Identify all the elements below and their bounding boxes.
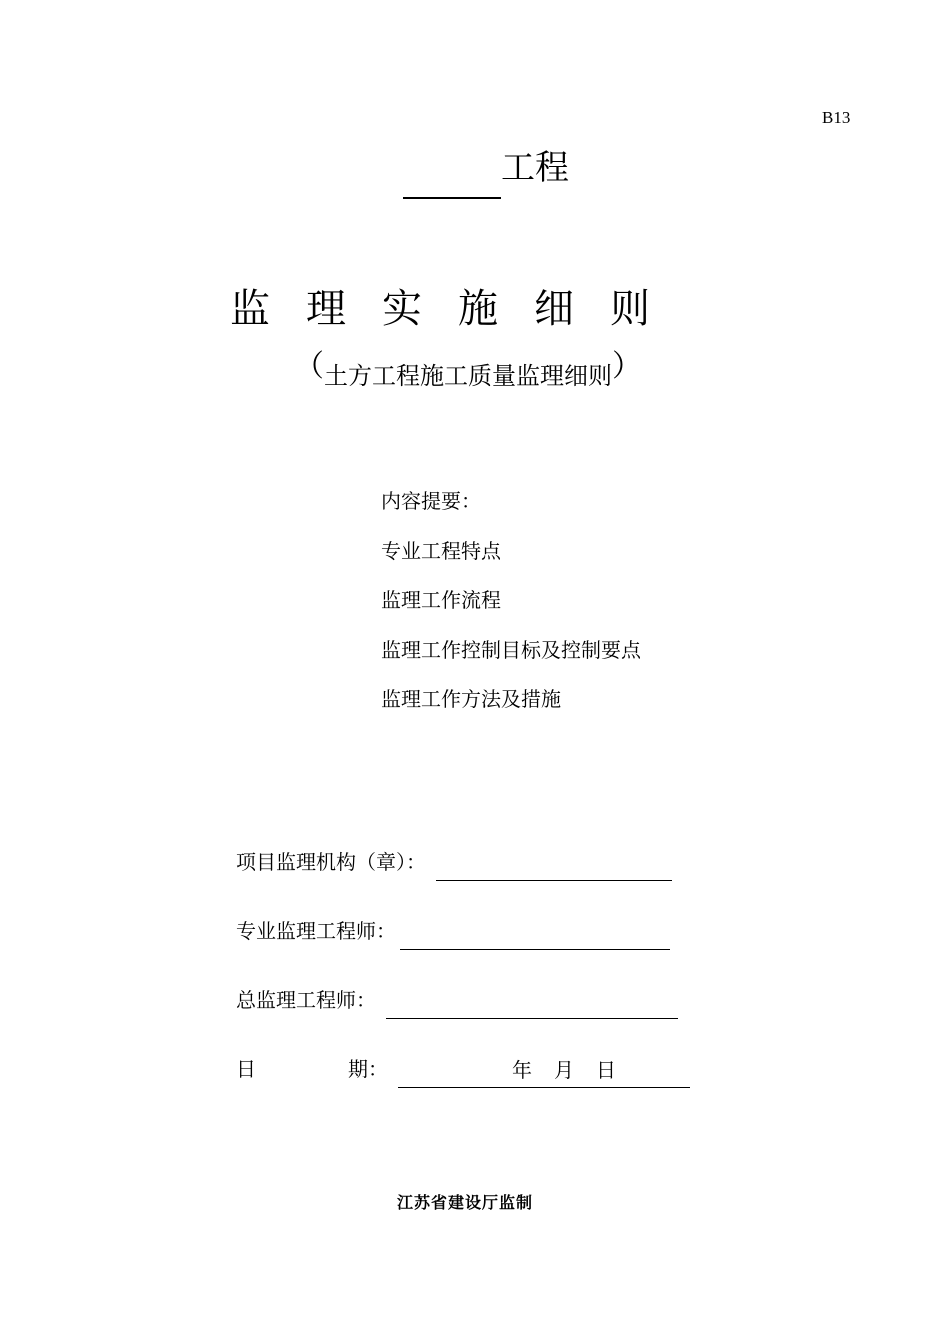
date-label-period-char: 期：	[348, 1057, 388, 1081]
specialist-signature-field[interactable]	[400, 948, 670, 950]
summary-item: 专业工程特点	[381, 538, 501, 563]
summary-item: 监理工作方法及措施	[381, 687, 561, 711]
subtitle-open-paren: （	[294, 349, 324, 384]
date-parts	[512, 1054, 638, 1083]
subtitle	[294, 349, 642, 393]
signature-row-specialist	[236, 915, 670, 944]
org-label: 项目监理机构（章）：	[236, 850, 426, 874]
summary-heading: 内容提要：	[381, 489, 481, 513]
main-title: 监理实施细则	[230, 286, 686, 332]
signature-row-org	[236, 846, 672, 875]
specialist-label: 专业监理工程师：	[236, 919, 396, 943]
chief-signature-field[interactable]	[386, 1017, 678, 1019]
date-field[interactable]	[398, 1058, 690, 1088]
document-code: B13	[822, 108, 851, 127]
date-label-day-char: 日	[236, 1057, 256, 1081]
month-label: 月	[554, 1058, 574, 1082]
subtitle-close-paren: ）	[612, 349, 642, 384]
day-label: 日	[596, 1058, 616, 1082]
project-suffix: 工程	[501, 148, 569, 188]
year-label: 年	[512, 1058, 532, 1082]
chief-label: 总监理工程师：	[236, 988, 376, 1012]
footer-issuer: 江苏省建设厅监制	[397, 1193, 534, 1212]
signature-row-date	[236, 1053, 690, 1082]
org-signature-field[interactable]	[436, 879, 672, 881]
subtitle-text: 土方工程施工质量监理细则	[324, 362, 612, 390]
content-summary	[381, 477, 641, 725]
signature-row-chief	[236, 984, 678, 1013]
summary-item: 监理工作流程	[381, 588, 501, 612]
summary-item: 监理工作控制目标及控制要点	[381, 637, 641, 662]
project-name-blank-line	[403, 197, 501, 199]
